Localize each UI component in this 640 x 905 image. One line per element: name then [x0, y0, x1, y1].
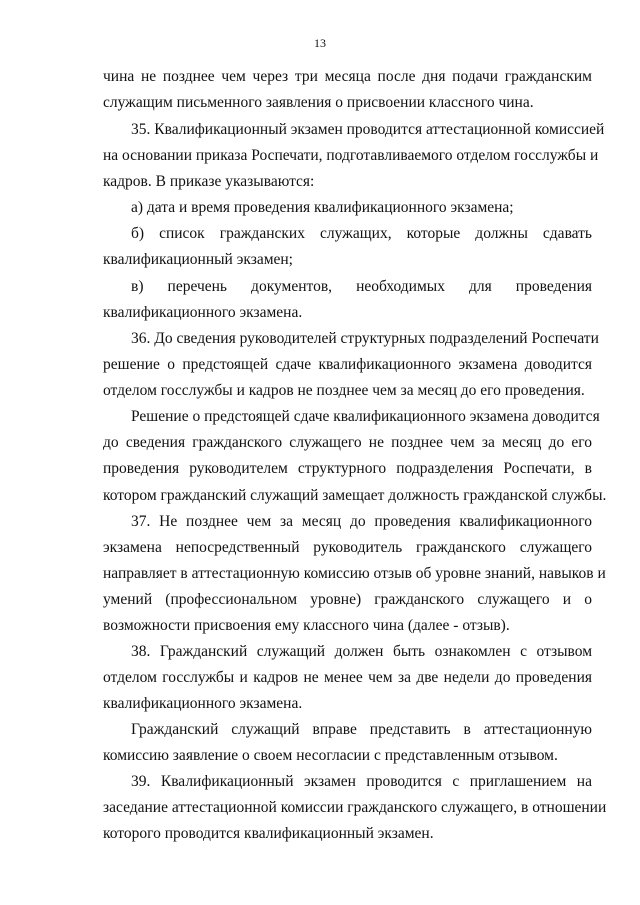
- text-line: направляет в аттестационную комиссию отзыв об уровне знаний, навыков и: [103, 565, 606, 582]
- text-line: 36. До сведения руководителей структурных подразделений Роспечати: [131, 330, 599, 347]
- page-number: 13: [314, 36, 326, 50]
- text-line: проведения руководителем структурного подразделения Роспечати, в: [103, 460, 592, 477]
- text-line: чина не позднее чем через три месяца после дня подачи гражданским: [103, 68, 592, 85]
- text-line: отделом госслужбы и кадров не позднее чем за месяц до его проведения.: [103, 382, 585, 399]
- text-line: решение о предстоящей сдаче квалификационного экзамена доводится: [103, 356, 592, 373]
- text-line: отделом госслужбы и кадров не менее чем за две недели до проведения: [103, 669, 592, 686]
- text-line: квалификационного экзамена.: [103, 695, 303, 712]
- text-line: на основании приказа Роспечати, подготавливаемого отделом госслужбы и: [103, 147, 599, 164]
- text-line: возможности присвоения ему классного чина (далее - отзыв).: [103, 617, 510, 634]
- text-line: до сведения гражданского служащего не позднее чем за месяц до его: [103, 434, 592, 451]
- text-line: в) перечень документов, необходимых для проведения: [131, 278, 592, 295]
- text-line: 37. Не позднее чем за месяц до проведения квалификационного: [131, 513, 592, 530]
- text-line: котором гражданский служащий замещает должность гражданской службы.: [103, 487, 607, 504]
- text-line: 35. Квалификационный экзамен проводится аттестационной комиссией: [131, 121, 605, 138]
- text-line: служащим письменного заявления о присвоении классного чина.: [103, 94, 534, 111]
- text-line: умений (профессиональном уровне) гражданского служащего и о: [103, 591, 592, 608]
- text-line: квалификационный экзамен;: [103, 251, 293, 268]
- text-line: 39. Квалификационный экзамен проводится с приглашением на: [131, 773, 592, 790]
- text-line: б) список гражданских служащих, которые должны сдавать: [131, 225, 592, 242]
- text-line: Гражданский служащий вправе представить в аттестационную: [131, 721, 592, 738]
- text-line: Решение о предстоящей сдаче квалификационного экзамена доводится: [131, 408, 600, 425]
- text-line: а) дата и время проведения квалификационного экзамена;: [131, 199, 514, 216]
- text-line: заседание аттестационной комиссии гражданского служащего, в отношении: [103, 799, 607, 816]
- text-line: кадров. В приказе указываются:: [103, 173, 315, 190]
- text-line: квалификационного экзамена.: [103, 304, 303, 321]
- text-line: экзамена непосредственный руководитель гражданского служащего: [103, 539, 592, 556]
- text-line: которого проводится квалификационный экзамен.: [103, 825, 434, 842]
- text-line: комиссию заявление о своем несогласии с представленным отзывом.: [103, 747, 558, 764]
- text-line: 38. Гражданский служащий должен быть ознакомлен с отзывом: [131, 643, 592, 660]
